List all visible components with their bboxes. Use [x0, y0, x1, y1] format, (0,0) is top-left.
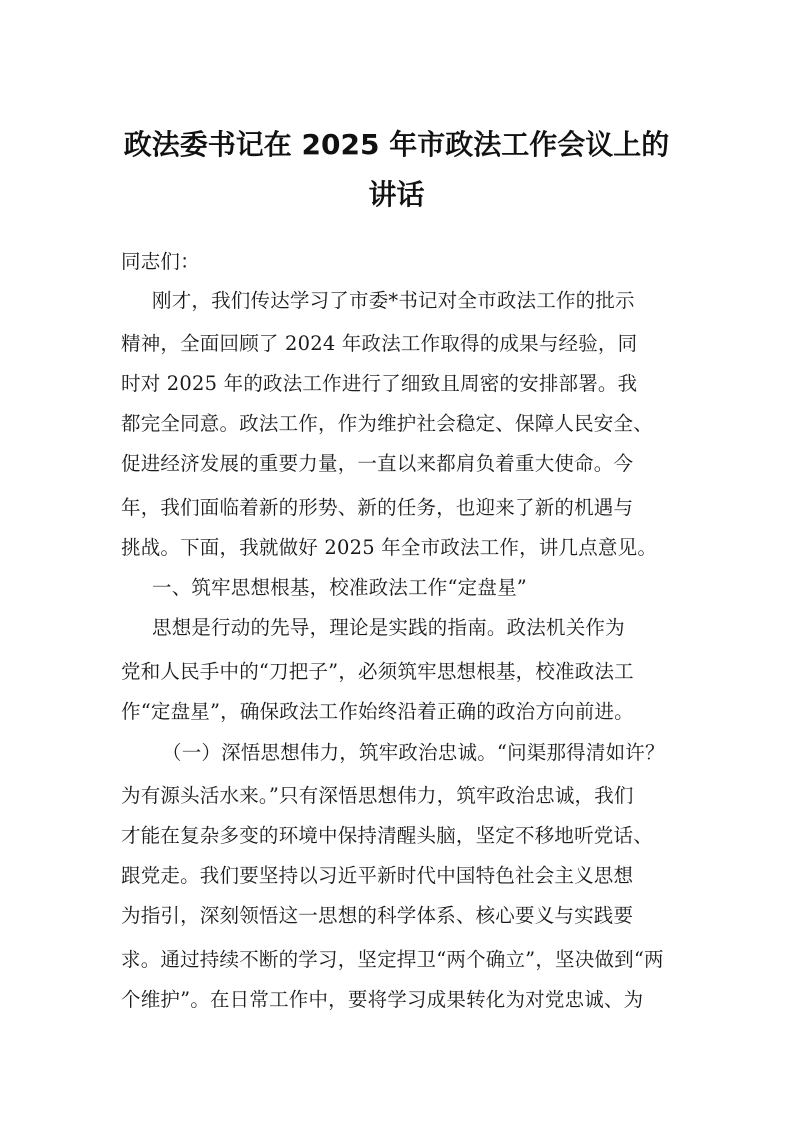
paragraph-line: 促进经济发展的重要力量，一直以来都肩负着重大使命。今 [121, 452, 634, 475]
paragraph-line: 时对 2025 年的政法工作进行了细致且周密的安排部署。我 [121, 372, 638, 395]
paragraph-line: 党和人民手中的“刀把子”，必须筑牢思想根基，校准政法工 [121, 660, 634, 683]
paragraph-line: 思想是行动的先导，理论是实践的指南。政法机关作为 [152, 616, 625, 639]
document-title-line-1: 政法委书记在 2025 年市政法工作会议上的 [123, 128, 670, 161]
paragraph-line: 挑战。下面，我就做好 2025 年全市政法工作，讲几点意见。 [121, 536, 658, 559]
section-heading: 一、筑牢思想根基，校准政法工作“定盘星” [152, 576, 527, 599]
paragraph-line: 为指引，深刻领悟这一思想的科学体系、核心要义与实践要 [121, 904, 634, 927]
paragraph-line: 刚才，我们传达学习了市委*书记对全市政法工作的批示 [152, 289, 635, 312]
document-title-line-2: 讲话 [368, 178, 425, 211]
paragraph-line: 为有源头活水来。”只有深悟思想伟力，筑牢政治忠诚，我们 [121, 784, 634, 807]
paragraph-line: 作“定盘星”，确保政法工作始终沿着正确的政治方向前进。 [121, 700, 634, 723]
paragraph-line: 年，我们面临着新的形势、新的任务，也迎来了新的机遇与 [121, 496, 634, 519]
salutation: 同志们： [121, 250, 200, 273]
paragraph-line: 才能在复杂多变的环境中保持清醒头脑，坚定不移地听党话、 [121, 824, 653, 847]
paragraph-line: 精神，全面回顾了 2024 年政法工作取得的成果与经验，同 [121, 332, 638, 355]
paragraph-line: 求。通过持续不断的学习，坚定捍卫“两个确立”，坚决做到“两 [121, 948, 664, 971]
paragraph-line: 都完全同意。政法工作，作为维护社会稳定、保障人民安全、 [121, 412, 653, 435]
subsection-line: （一）深悟思想伟力，筑牢政治忠诚。“问渠那得清如许？ [162, 741, 665, 764]
paragraph-line: 跟党走。我们要坚持以习近平新时代中国特色社会主义思想 [121, 864, 634, 887]
paragraph-line: 个维护”。在日常工作中，要将学习成果转化为对党忠诚、为 [121, 988, 644, 1011]
